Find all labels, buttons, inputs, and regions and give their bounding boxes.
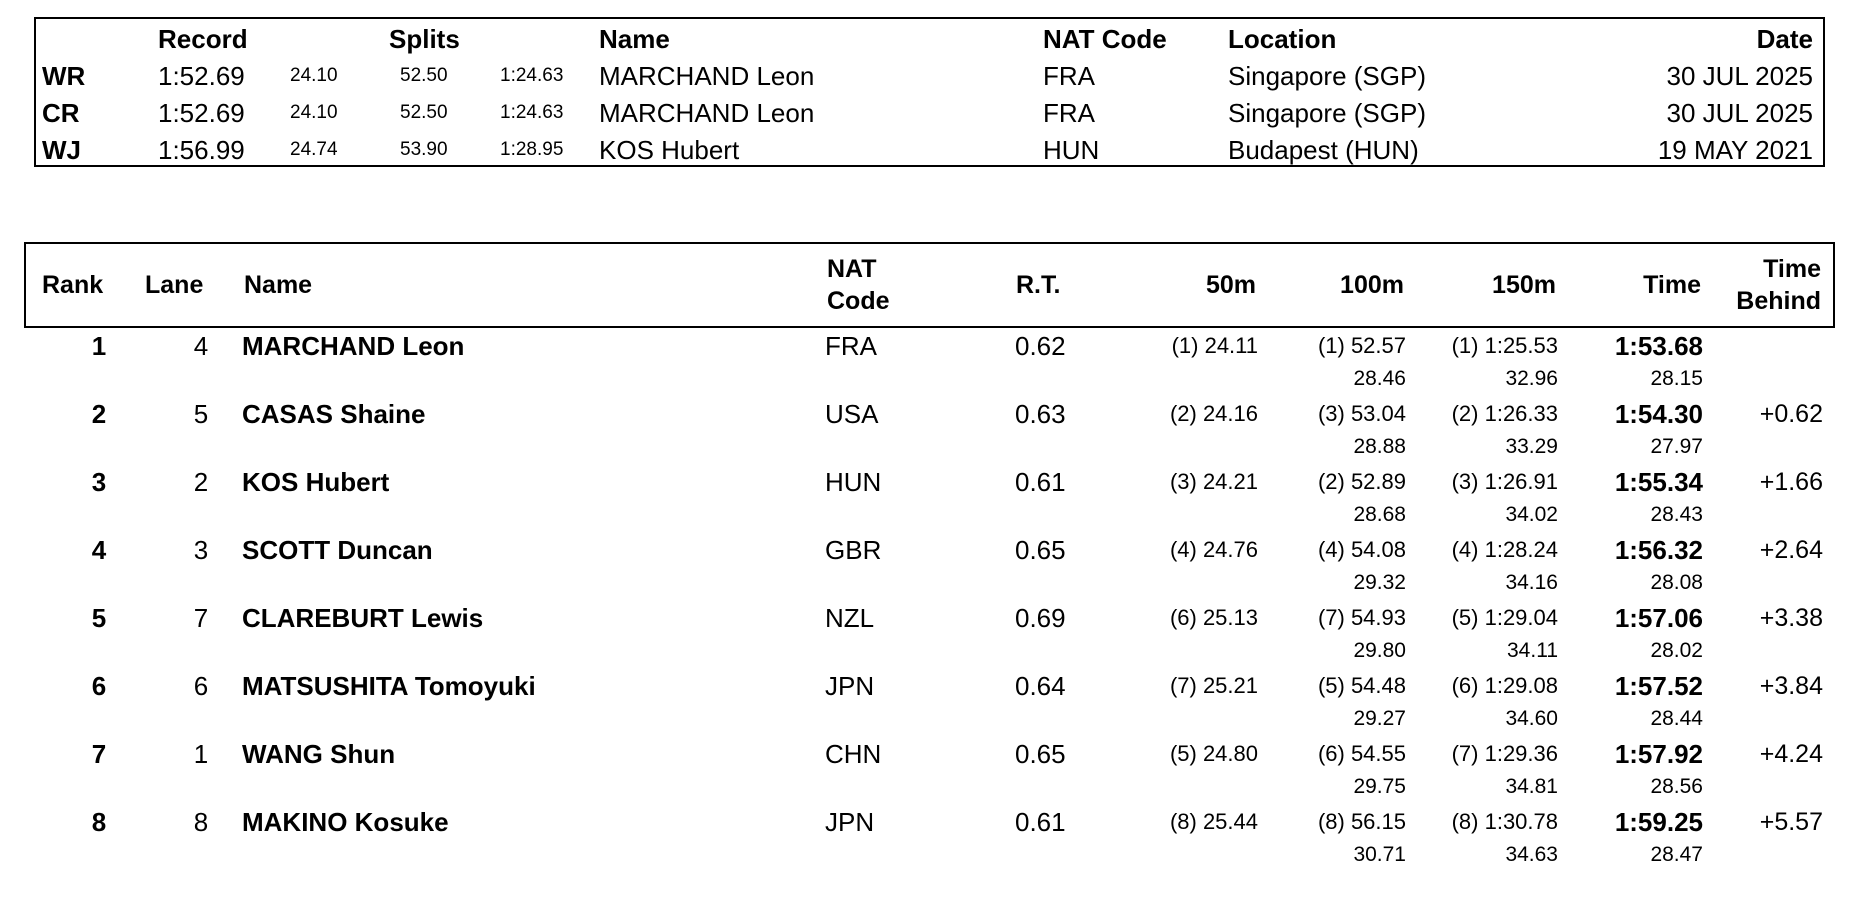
record-row xyxy=(36,58,1823,94)
results-header xyxy=(24,242,1835,328)
record-time: 1:52.69 xyxy=(158,98,245,128)
result-final-time: 1:59.25 xyxy=(1614,807,1703,837)
record-time: 1:52.69 xyxy=(158,61,245,91)
result-split-150m: (4) 1:28.24 xyxy=(1451,537,1558,562)
record-split-1: 24.10 xyxy=(290,102,338,123)
header-nat-line1: NAT xyxy=(827,255,877,283)
result-nat: CHN xyxy=(825,739,882,769)
result-split-50m: (7) 25.21 xyxy=(1169,673,1258,698)
result-reaction-time: 0.63 xyxy=(1015,399,1066,429)
record-date: 30 JUL 2025 xyxy=(1666,98,1813,128)
result-row xyxy=(24,466,1835,534)
result-split-100m: (7) 54.93 xyxy=(1317,605,1406,630)
result-split-100m: (8) 56.15 xyxy=(1317,809,1406,834)
result-lap-final: 28.56 xyxy=(1650,775,1703,798)
result-lap-100m: 29.27 xyxy=(1353,707,1406,730)
result-reaction-time: 0.69 xyxy=(1015,603,1066,633)
result-nat: JPN xyxy=(825,671,875,701)
result-row xyxy=(24,670,1835,738)
result-split-150m: (7) 1:29.36 xyxy=(1451,741,1558,766)
result-rank: 6 xyxy=(91,671,107,701)
result-time-behind: +3.84 xyxy=(1759,672,1823,700)
result-lap-150m: 32.96 xyxy=(1505,367,1558,390)
record-split-3: 1:28.95 xyxy=(500,139,564,160)
result-name: MATSUSHITA Tomoyuki xyxy=(242,671,536,701)
result-split-50m: (4) 24.76 xyxy=(1169,537,1258,562)
result-final-time: 1:57.92 xyxy=(1614,739,1703,769)
records-table xyxy=(34,17,1825,167)
result-lap-final: 28.15 xyxy=(1650,367,1703,390)
result-time-behind: +2.64 xyxy=(1759,536,1823,564)
result-lane: 6 xyxy=(193,671,209,701)
records-header-splits: Splits xyxy=(389,24,460,54)
result-split-150m: (6) 1:29.08 xyxy=(1451,673,1558,698)
result-split-150m: (3) 1:26.91 xyxy=(1451,469,1558,494)
result-split-50m: (3) 24.21 xyxy=(1169,469,1258,494)
result-row xyxy=(24,806,1835,874)
result-name: CASAS Shaine xyxy=(242,399,426,429)
result-final-time: 1:54.30 xyxy=(1614,399,1703,429)
result-rank: 7 xyxy=(91,739,107,769)
result-split-50m: (8) 25.44 xyxy=(1169,809,1258,834)
result-reaction-time: 0.62 xyxy=(1015,331,1066,361)
header-reaction-time: R.T. xyxy=(1016,271,1061,299)
result-lap-final: 28.47 xyxy=(1650,843,1703,866)
result-lap-150m: 34.60 xyxy=(1505,707,1558,730)
result-row xyxy=(24,398,1835,466)
result-split-50m: (6) 25.13 xyxy=(1169,605,1258,630)
result-final-time: 1:57.52 xyxy=(1614,671,1703,701)
result-split-150m: (1) 1:25.53 xyxy=(1451,333,1558,358)
record-nat: FRA xyxy=(1043,61,1095,91)
record-split-2: 52.50 xyxy=(400,102,448,123)
header-name: Name xyxy=(244,271,313,299)
result-time-behind: +3.38 xyxy=(1759,604,1823,632)
header-100m: 100m xyxy=(1340,271,1404,299)
result-split-100m: (6) 54.55 xyxy=(1317,741,1406,766)
result-time-behind: +0.62 xyxy=(1759,400,1823,428)
result-nat: FRA xyxy=(825,331,877,361)
result-lap-final: 28.02 xyxy=(1650,639,1703,662)
record-date: 19 MAY 2021 xyxy=(1657,135,1813,165)
result-lane: 2 xyxy=(193,467,209,497)
record-name: MARCHAND Leon xyxy=(599,61,815,91)
header-nat-line2: Code xyxy=(827,287,890,315)
header-time-behind-line1: Time xyxy=(1763,255,1821,283)
result-lap-100m: 30.71 xyxy=(1353,843,1406,866)
result-reaction-time: 0.61 xyxy=(1015,467,1066,497)
result-row xyxy=(24,534,1835,602)
result-split-100m: (1) 52.57 xyxy=(1317,333,1406,358)
result-split-150m: (2) 1:26.33 xyxy=(1451,401,1558,426)
result-lap-150m: 33.29 xyxy=(1505,435,1558,458)
result-lap-150m: 34.02 xyxy=(1505,503,1558,526)
result-nat: JPN xyxy=(825,807,875,837)
header-150m: 150m xyxy=(1492,271,1556,299)
result-lap-100m: 29.32 xyxy=(1353,571,1406,594)
result-split-100m: (3) 53.04 xyxy=(1317,401,1406,426)
result-lap-100m: 29.80 xyxy=(1353,639,1406,662)
result-split-150m: (5) 1:29.04 xyxy=(1451,605,1558,630)
result-split-50m: (2) 24.16 xyxy=(1169,401,1258,426)
result-lap-100m: 28.46 xyxy=(1353,367,1406,390)
record-row xyxy=(36,95,1823,131)
result-split-100m: (2) 52.89 xyxy=(1317,469,1406,494)
record-code: WJ xyxy=(42,135,81,165)
result-name: MAKINO Kosuke xyxy=(242,807,449,837)
result-row xyxy=(24,330,1835,398)
result-nat: HUN xyxy=(825,467,882,497)
result-lap-final: 28.43 xyxy=(1650,503,1703,526)
result-lap-150m: 34.63 xyxy=(1505,843,1558,866)
result-lap-150m: 34.81 xyxy=(1505,775,1558,798)
result-name: MARCHAND Leon xyxy=(242,331,465,361)
result-rank: 2 xyxy=(91,399,107,429)
result-rank: 3 xyxy=(91,467,107,497)
record-code: CR xyxy=(42,98,80,128)
result-lane: 8 xyxy=(193,807,209,837)
result-rank: 1 xyxy=(91,331,107,361)
record-split-3: 1:24.63 xyxy=(500,65,564,86)
record-nat: HUN xyxy=(1043,135,1100,165)
record-name: KOS Hubert xyxy=(599,135,740,165)
result-split-50m: (1) 24.11 xyxy=(1171,333,1258,358)
header-lane: Lane xyxy=(145,271,204,299)
result-nat: NZL xyxy=(825,603,875,633)
result-rank: 8 xyxy=(91,807,107,837)
record-date: 30 JUL 2025 xyxy=(1666,61,1813,91)
records-header-name: Name xyxy=(599,24,670,54)
result-lane: 1 xyxy=(193,739,209,769)
result-split-150m: (8) 1:30.78 xyxy=(1451,809,1558,834)
result-reaction-time: 0.61 xyxy=(1015,807,1066,837)
result-row xyxy=(24,738,1835,806)
result-rank: 5 xyxy=(91,603,107,633)
result-reaction-time: 0.65 xyxy=(1015,535,1066,565)
result-final-time: 1:53.68 xyxy=(1614,331,1703,361)
result-nat: GBR xyxy=(825,535,882,565)
record-location: Singapore (SGP) xyxy=(1228,98,1426,128)
results-table xyxy=(24,328,1835,897)
result-final-time: 1:57.06 xyxy=(1614,603,1703,633)
record-split-3: 1:24.63 xyxy=(500,102,564,123)
header-time: Time xyxy=(1643,271,1701,299)
result-time-behind: +4.24 xyxy=(1759,740,1823,768)
header-rank: Rank xyxy=(42,271,104,299)
result-lap-100m: 28.88 xyxy=(1353,435,1406,458)
result-name: WANG Shun xyxy=(242,739,396,769)
result-name: CLAREBURT Lewis xyxy=(242,603,484,633)
result-nat: USA xyxy=(825,399,879,429)
result-lap-final: 27.97 xyxy=(1650,435,1703,458)
record-row xyxy=(36,132,1823,168)
record-split-2: 53.90 xyxy=(400,139,448,160)
records-header xyxy=(36,21,1823,57)
record-code: WR xyxy=(42,61,86,91)
result-lap-100m: 28.68 xyxy=(1353,503,1406,526)
result-split-100m: (4) 54.08 xyxy=(1317,537,1406,562)
result-lap-100m: 29.75 xyxy=(1353,775,1406,798)
result-time-behind: +5.57 xyxy=(1759,808,1823,836)
result-split-50m: (5) 24.80 xyxy=(1169,741,1258,766)
result-lane: 7 xyxy=(193,603,209,633)
record-split-2: 52.50 xyxy=(400,65,448,86)
header-time-behind-line2: Behind xyxy=(1736,287,1821,315)
record-name: MARCHAND Leon xyxy=(599,98,815,128)
records-header-location: Location xyxy=(1228,24,1337,54)
record-split-1: 24.74 xyxy=(290,139,338,160)
result-lane: 4 xyxy=(193,331,209,361)
result-name: SCOTT Duncan xyxy=(242,535,433,565)
records-header-record: Record xyxy=(158,24,248,54)
records-header-date: Date xyxy=(1756,24,1813,54)
result-final-time: 1:55.34 xyxy=(1614,467,1703,497)
result-lane: 5 xyxy=(193,399,209,429)
result-rank: 4 xyxy=(91,535,107,565)
records-header-nat-code: NAT Code xyxy=(1043,24,1167,54)
result-row xyxy=(24,602,1835,670)
result-lap-150m: 34.16 xyxy=(1505,571,1558,594)
record-split-1: 24.10 xyxy=(290,65,338,86)
result-name: KOS Hubert xyxy=(242,467,390,497)
header-50m: 50m xyxy=(1205,271,1256,299)
result-lap-final: 28.08 xyxy=(1650,571,1703,594)
record-nat: FRA xyxy=(1043,98,1095,128)
result-lap-final: 28.44 xyxy=(1650,707,1703,730)
result-lane: 3 xyxy=(193,535,209,565)
record-time: 1:56.99 xyxy=(158,135,245,165)
result-split-100m: (5) 54.48 xyxy=(1317,673,1406,698)
result-time-behind: +1.66 xyxy=(1759,468,1823,496)
result-reaction-time: 0.64 xyxy=(1015,671,1066,701)
result-final-time: 1:56.32 xyxy=(1614,535,1703,565)
record-location: Singapore (SGP) xyxy=(1228,61,1426,91)
result-reaction-time: 0.65 xyxy=(1015,739,1066,769)
record-location: Budapest (HUN) xyxy=(1228,135,1419,165)
result-lap-150m: 34.11 xyxy=(1507,639,1558,662)
